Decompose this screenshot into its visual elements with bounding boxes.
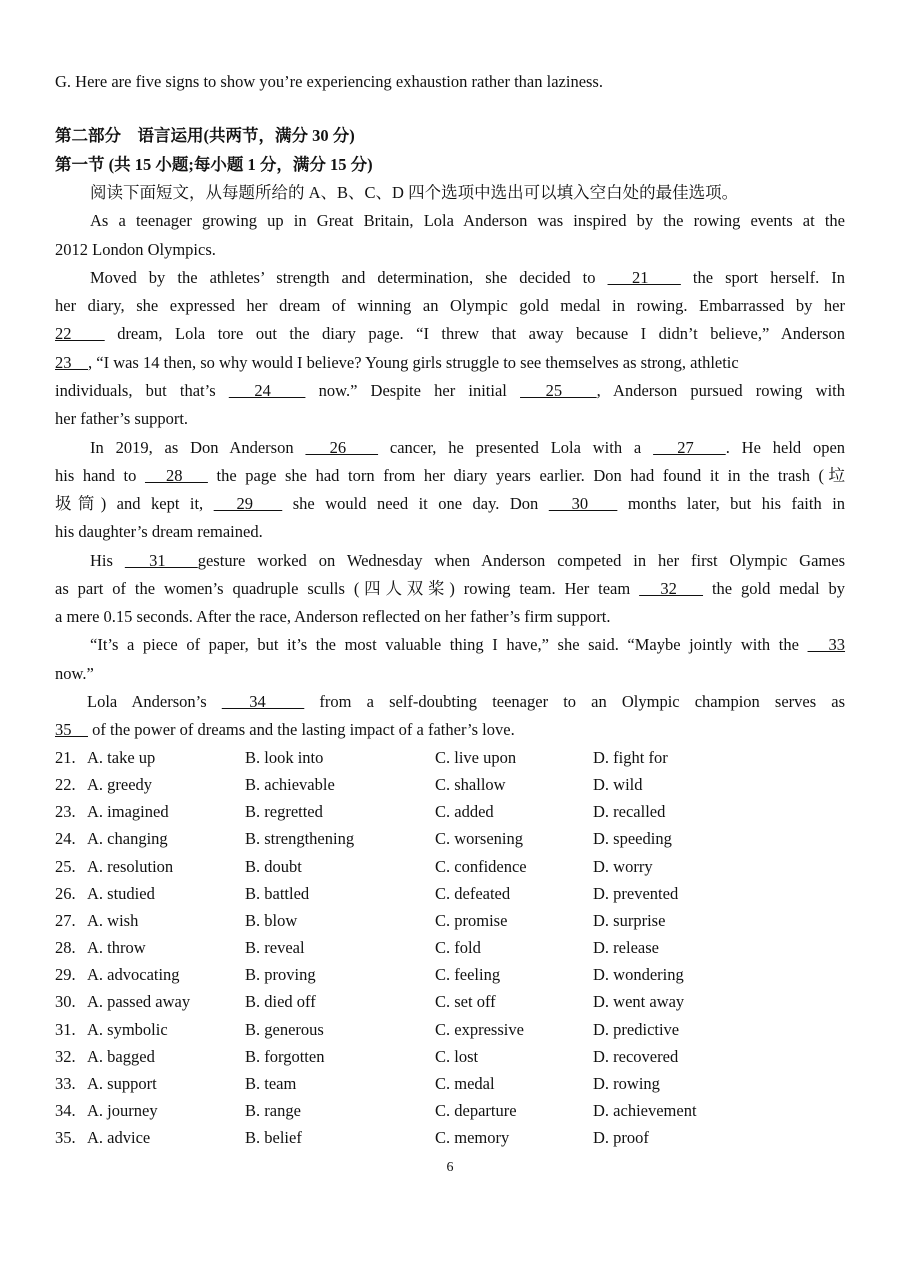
option-d: D. fight for [593, 748, 668, 767]
passage-text: the page she had torn from her diary years earlier. Don had found it in the trash (垃 [216, 466, 846, 485]
question-row [55, 992, 845, 1012]
passage-line: a mere 0.15 seconds. After the race, Anderson reflected on her father’s firm support. [55, 607, 611, 626]
question-number: 22. [55, 775, 76, 795]
passage-text: His [90, 551, 113, 570]
option-b: B. blow [245, 910, 298, 930]
option-a: A. passed away [87, 992, 191, 1012]
option-d: D. worry [593, 856, 653, 876]
passage-line [55, 353, 845, 373]
blank-22: 22 [55, 324, 105, 343]
passage-line: her father’s support. [55, 409, 189, 428]
option-a: A. take up [87, 748, 156, 767]
option-d: D. went away [593, 992, 685, 1012]
option-c: C. added [435, 802, 494, 822]
question-number: 28. [55, 938, 76, 958]
passage-line: now.” [55, 664, 94, 683]
option-c: C. fold [435, 938, 481, 958]
option-d: D. wondering [593, 965, 684, 985]
option-b: B. team [245, 1073, 297, 1093]
option-b: B. strengthening [245, 829, 355, 849]
option-a: A. wish [87, 910, 139, 930]
option-b: B. proving [245, 965, 316, 985]
passage-text: , Anderson pursued rowing with [596, 381, 846, 400]
option-c: C. departure [435, 1100, 517, 1120]
passage-line: her diary, she expressed her dream of winning an Olympic gold medal in rowing. Embarrassed by her [55, 296, 845, 315]
question-row [55, 1128, 845, 1148]
option-d: D. rowing [593, 1073, 660, 1093]
option-a: A. greedy [87, 775, 153, 795]
option-c: C. lost [435, 1046, 479, 1066]
option-a: A. imagined [87, 802, 169, 822]
question-row [55, 802, 845, 822]
blank-33: 33 [807, 635, 846, 654]
option-c: C. live upon [435, 748, 517, 767]
option-b: B. achievable [245, 775, 335, 795]
passage-text: cancer, he presented Lola with a [389, 438, 642, 457]
passage-text: Moved by the athletes’ strength and determination, she decided to [90, 268, 596, 287]
blank-32: 32 [639, 579, 704, 598]
passage-line [55, 720, 845, 740]
passage-text: In 2019, as Don Anderson [90, 438, 294, 457]
passage-text: she would need it one day. Don [292, 494, 539, 513]
blank-31: 31 [124, 551, 198, 570]
option-a: A. throw [87, 938, 146, 958]
passage-line [55, 466, 845, 486]
option-a: A. changing [87, 829, 168, 849]
option-d: D. release [593, 938, 659, 958]
blank-24: 24 [228, 381, 306, 400]
passage-text: individuals, but that’s [55, 381, 216, 400]
passage-text: gesture worked on Wednesday when Anderson competed in her first Olympic Games [197, 551, 846, 570]
option-a: A. support [87, 1073, 157, 1093]
option-d: D. recalled [593, 802, 666, 822]
passage-text: Lola Anderson’s [87, 692, 207, 711]
question-number: 34. [55, 1100, 76, 1120]
question-number: 27. [55, 910, 76, 930]
option-c: C. feeling [435, 965, 501, 985]
question-number: 29. [55, 965, 76, 985]
passage-line: As a teenager growing up in Great Britain, Lola Anderson was inspired by the rowing events at the [90, 211, 845, 230]
question-number: 35. [55, 1128, 76, 1148]
option-a: A. advocating [87, 965, 180, 985]
passage-line [55, 494, 845, 514]
option-d: D. speeding [593, 829, 672, 849]
question-row [55, 1020, 845, 1040]
option-c: C. promise [435, 910, 508, 930]
option-c: C. shallow [435, 775, 506, 795]
question-row [55, 965, 845, 985]
option-d: D. surprise [593, 910, 666, 930]
option-b: B. forgotten [245, 1046, 325, 1066]
passage-line [55, 381, 845, 401]
question-number: 21. [55, 748, 76, 767]
option-d: D. prevented [593, 883, 679, 903]
option-a: A. studied [87, 883, 155, 903]
option-b: B. reveal [245, 938, 305, 958]
passage-text: of the power of dreams and the lasting impact of a father’s love. [92, 720, 515, 739]
question-row [55, 1074, 845, 1094]
passage-text: as part of the women’s quadruple sculls (四人双桨) rowing team. Her team [55, 579, 631, 598]
blank-23: 23 [55, 353, 88, 372]
option-c: C. memory [435, 1128, 510, 1148]
option-b: B. range [245, 1100, 301, 1120]
passage-line [55, 579, 845, 599]
question-number: 31. [55, 1019, 76, 1039]
instruction: 阅读下面短文，从每题所给的 A、B、C、D 四个选项中选出可以填入空白处的最佳选项。 [90, 183, 739, 202]
blank-21: 21 [607, 268, 681, 287]
question-number: 24. [55, 829, 76, 849]
passage-text: dream, Lola tore out the diary page. “I threw that away because I didn’t believe,” Anderson [117, 324, 846, 343]
blank-34: 34 [221, 692, 305, 711]
option-a: A. resolution [87, 856, 174, 876]
question-number: 25. [55, 856, 76, 876]
section-heading: 第一节 (共 15 小题;每小题 1 分，满分 15 分) [55, 155, 373, 174]
passage-line [90, 438, 845, 458]
question-number: 33. [55, 1073, 76, 1093]
question-number: 30. [55, 992, 76, 1012]
passage-text: the sport herself. In [692, 268, 846, 287]
option-d: D. achievement [593, 1100, 697, 1120]
option-d: D. recovered [593, 1046, 679, 1066]
option-a: A. journey [87, 1100, 158, 1120]
passage-line: 2012 London Olympics. [55, 240, 216, 259]
question-row [55, 938, 845, 958]
option-d: D. predictive [593, 1019, 680, 1039]
passage-text: from a self-doubting teenager to an Olympic champion serves as [319, 692, 846, 711]
option-c: C. medal [435, 1073, 495, 1093]
option-d: D. proof [593, 1128, 649, 1148]
option-c: C. expressive [435, 1019, 524, 1039]
question-row [55, 884, 845, 904]
option-a: A. advice [87, 1128, 151, 1148]
option-c: C. defeated [435, 883, 511, 903]
option-c: C. worsening [435, 829, 523, 849]
question-row [55, 911, 845, 931]
blank-27: 27 [653, 438, 726, 457]
question-row [55, 775, 845, 795]
option-g-line: G. Here are five signs to show you’re experiencing exhaustion rather than laziness. [55, 72, 603, 91]
option-b: B. belief [245, 1128, 302, 1148]
blank-25: 25 [520, 381, 597, 400]
passage-line: his daughter’s dream remained. [55, 522, 263, 541]
passage-line [55, 324, 845, 344]
passage-line [90, 635, 845, 655]
option-c: C. set off [435, 992, 496, 1012]
option-c: C. confidence [435, 856, 527, 876]
option-b: B. doubt [245, 856, 302, 876]
option-a: A. bagged [87, 1046, 155, 1066]
blank-29: 29 [213, 494, 283, 513]
passage-text: 圾筒) and kept it, [55, 494, 204, 513]
passage-text: now.” Despite her initial [318, 381, 507, 400]
passage-line [90, 268, 845, 288]
passage-text: the gold medal by [711, 579, 846, 598]
option-b: B. regretted [245, 802, 323, 822]
passage-text: , “I was 14 then, so why would I believe? Young girls struggle to see themselves as strong, athletic [88, 353, 739, 372]
page-number: 6 [446, 1160, 454, 1175]
option-d: D. wild [593, 775, 643, 795]
blank-28: 28 [144, 466, 208, 485]
option-b: B. generous [245, 1019, 324, 1039]
blank-35: 35 [55, 720, 88, 739]
question-row [55, 1047, 845, 1067]
question-number: 32. [55, 1046, 76, 1066]
option-b: B. died off [245, 992, 316, 1012]
blank-30: 30 [548, 494, 618, 513]
part-heading: 第二部分 语言运用(共两节，满分 30 分) [55, 126, 355, 145]
option-a: A. symbolic [87, 1019, 168, 1039]
passage-line [87, 692, 845, 712]
passage-text: “It’s a piece of paper, but it’s the most valuable thing I have,” she said. “Maybe jointly with the [90, 635, 799, 654]
question-number: 23. [55, 802, 76, 822]
blank-26: 26 [305, 438, 379, 457]
question-row [55, 1101, 845, 1121]
question-row [55, 857, 845, 877]
passage-text: . He held open [725, 438, 846, 457]
option-b: B. battled [245, 883, 310, 903]
passage-text: months later, but his faith in [627, 494, 846, 513]
question-row [55, 829, 845, 849]
question-number: 26. [55, 883, 76, 903]
passage-line [90, 551, 845, 571]
passage-text: his hand to [55, 466, 137, 485]
option-b: B. look into [245, 748, 324, 767]
question-row [55, 748, 845, 768]
